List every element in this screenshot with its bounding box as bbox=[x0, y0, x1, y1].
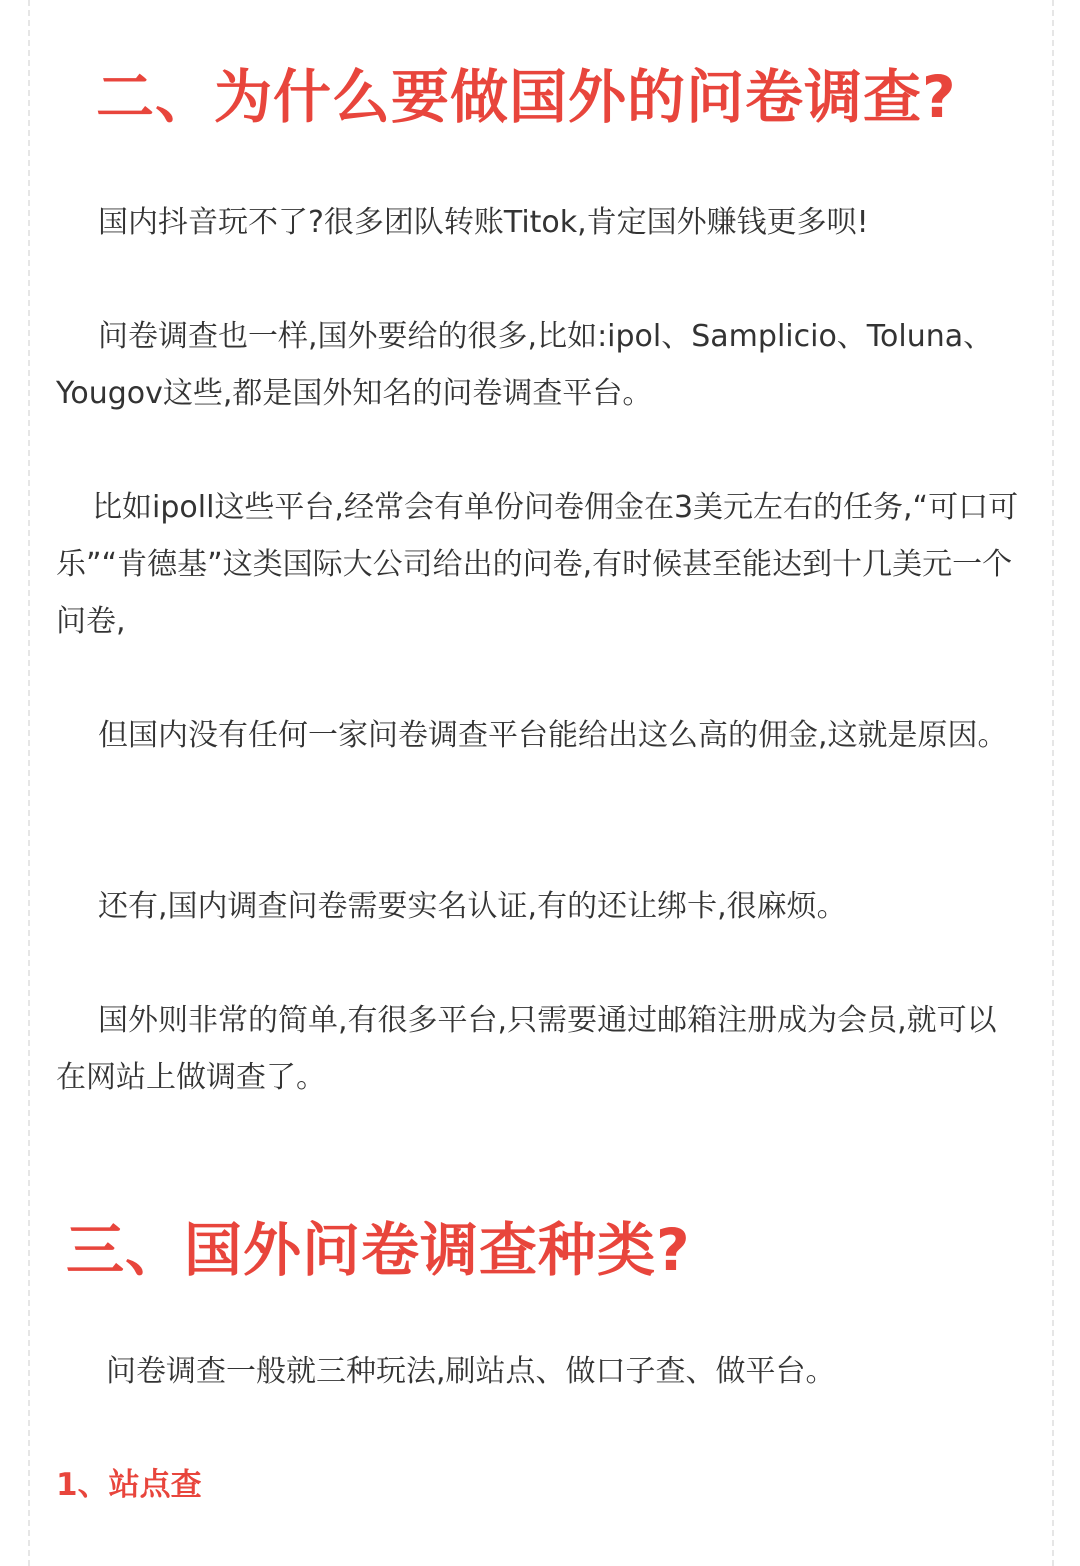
section-heading-survey-types: 三、国外问卷调查种类? bbox=[66, 1216, 691, 1284]
paragraph-platforms: 问卷调查也一样,国外要给的很多,比如:ipol、Samplicio、Toluna、Yougov这些,都是国外知名的问卷调查平台。 bbox=[56, 319, 994, 411]
paragraph-three-methods: 问卷调查一般就三种玩法,刷站点、做口子查、做平台。 bbox=[106, 1354, 836, 1389]
section-heading-why-foreign-surveys: 二、为什么要做国外的问卷调查? bbox=[96, 63, 957, 131]
paragraph-commission: 比如ipoll这些平台,经常会有单份问卷佣金在3美元左右的任务,“可口可乐”“肯德基”这类国际大公司给出的问卷,有时候甚至能达到十几美元一个问卷, bbox=[56, 490, 1019, 639]
paragraph-reason: 但国内没有任何一家问卷调查平台能给出这么高的佣金,这就是原因。 bbox=[98, 718, 1008, 753]
paragraph-foreign-simple: 国外则非常的简单,有很多平台,只需要通过邮箱注册成为会员,就可以在网站上做调查了。 bbox=[56, 1003, 997, 1095]
paragraph-domestic-verification: 还有,国内调查问卷需要实名认证,有的还让绑卡,很麻烦。 bbox=[98, 889, 847, 924]
subheading-site-survey: 1、站点查 bbox=[56, 1467, 202, 1503]
paragraph-tiktok: 国内抖音玩不了?很多团队转账Titok,肯定国外赚钱更多呗! bbox=[98, 205, 869, 240]
